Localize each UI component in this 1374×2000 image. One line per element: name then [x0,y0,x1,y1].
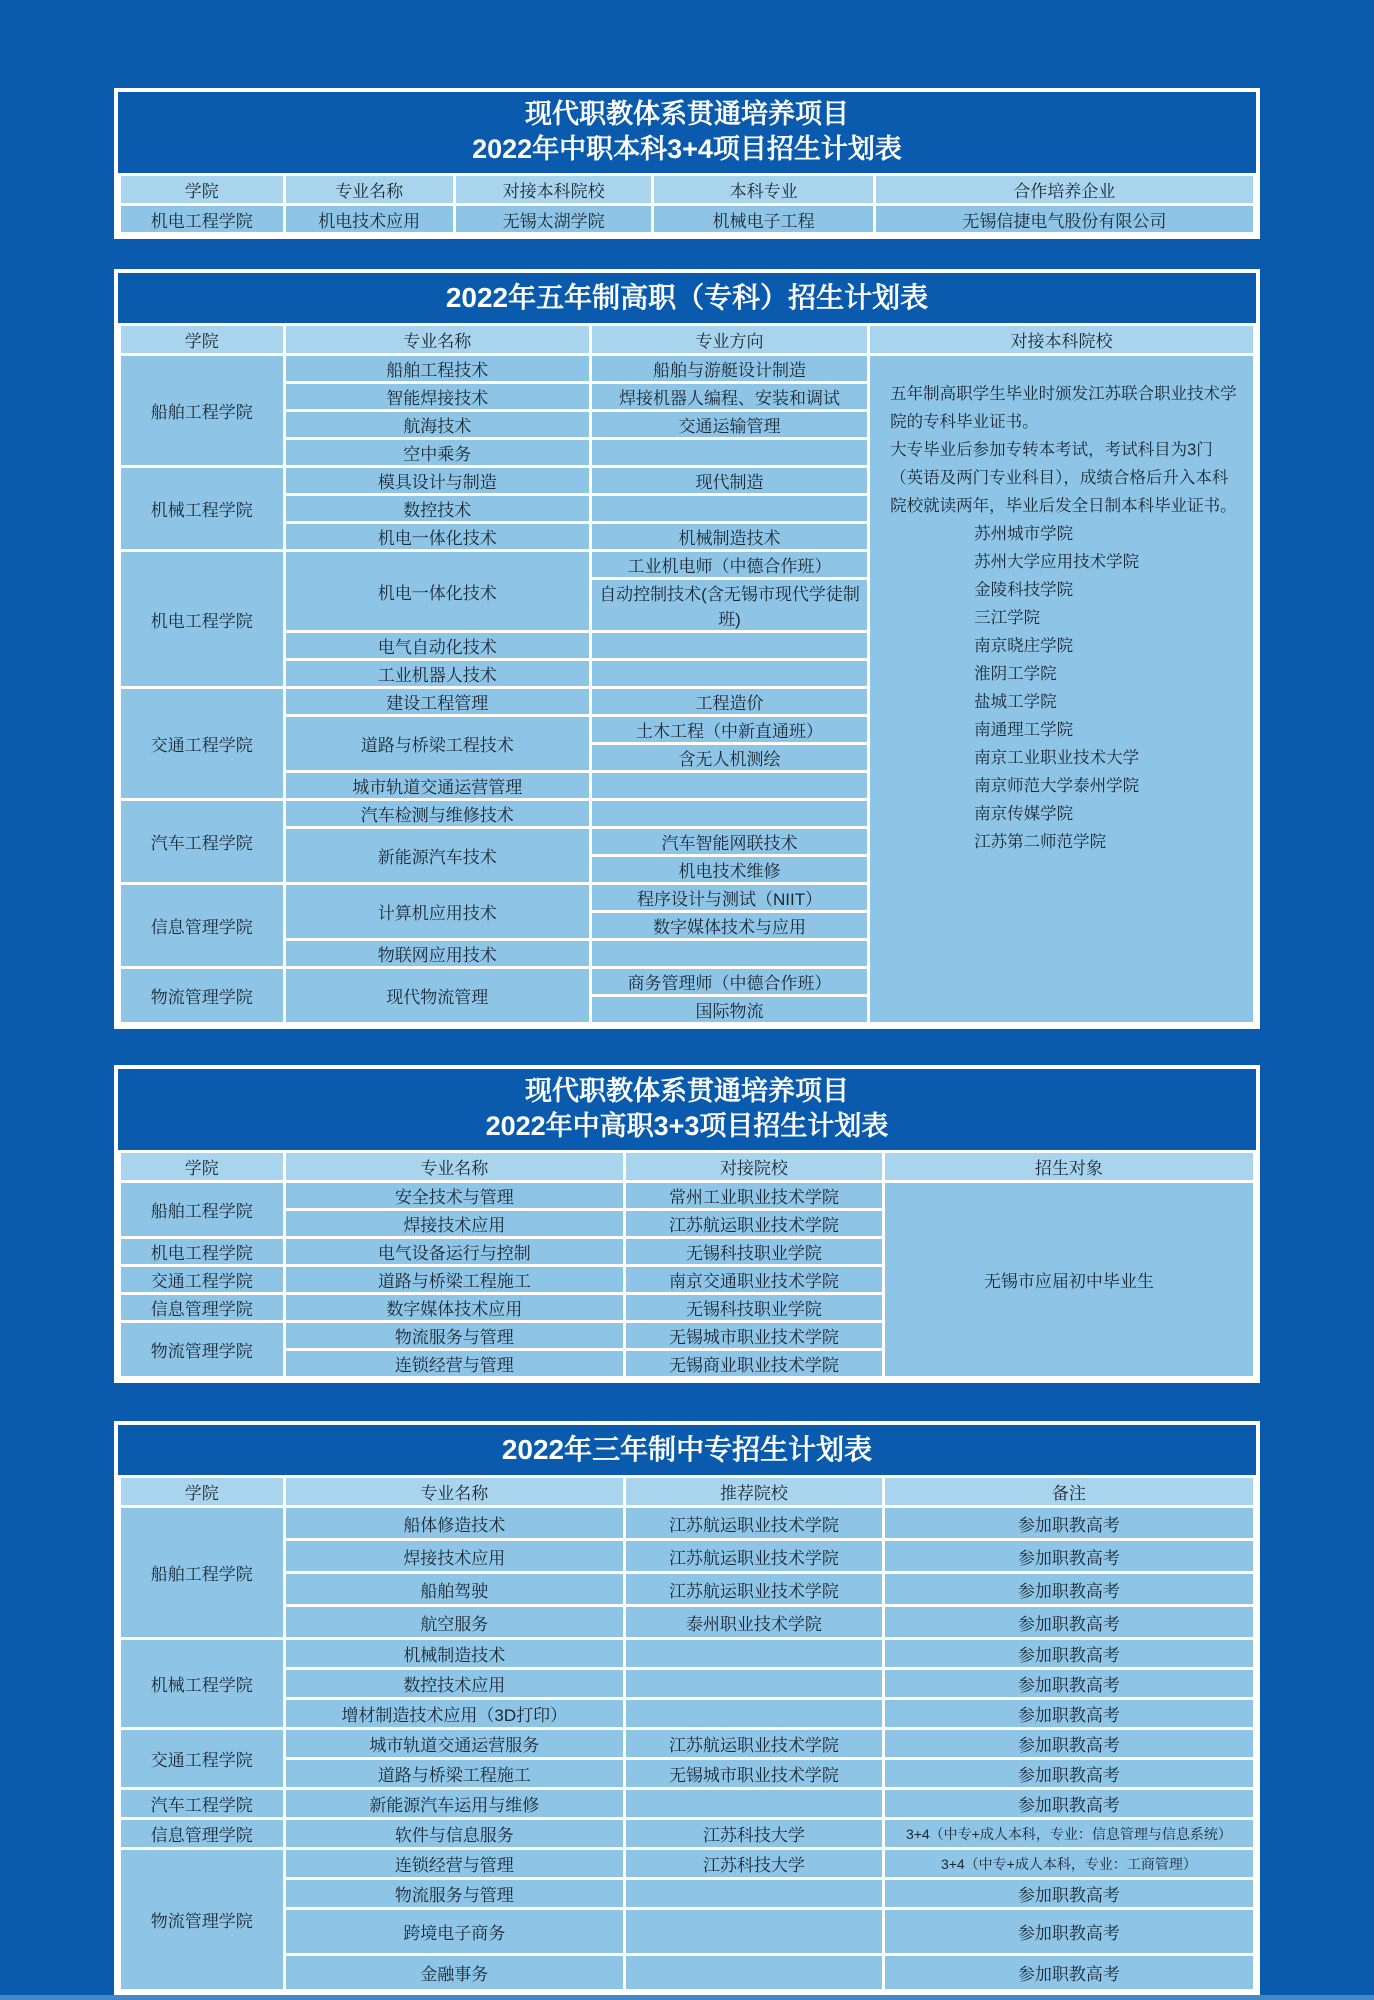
column-header: 本科专业 [653,175,874,205]
table-cell [625,1639,884,1669]
table-title [118,92,1256,173]
table-cell: 数字媒体技术应用 [284,1294,625,1322]
table-row [120,1879,1255,1909]
table-title-line: 现代职教体系贯通培养项目 [525,1076,849,1106]
table-cell: 自动控制技术(含无锡市现代学徒制班) [591,579,869,632]
table-cell: 无锡市应届初中毕业生 [883,1182,1254,1378]
table-cell: 船舶与游艇设计制造 [591,355,869,383]
table-cell: 航空服务 [284,1606,625,1639]
table-cell: 程序设计与测试（NIIT） [591,884,869,912]
table-cell: 金融事务 [284,1955,625,1991]
table-cell: 汽车智能网联技术 [591,828,869,856]
table-row [120,1540,1255,1573]
table-cell: 汽车工程学院 [120,800,285,884]
table-row [120,1639,1255,1669]
table-row [120,355,1255,383]
column-header: 学院 [120,325,285,355]
table-cell: 道路与桥梁工程施工 [284,1759,625,1789]
table-cell: 无锡太湖学院 [454,205,653,234]
table-title-line: 2022年中职本科3+4项目招生计划表 [472,134,902,164]
table-row [120,1182,1255,1210]
table-row [120,1955,1255,1991]
table-row [120,1849,1255,1879]
table-cell: 交通运输管理 [591,411,869,439]
enrollment-table [118,323,1256,1025]
table-cell: 信息管理学院 [120,1294,285,1322]
college-item: 南京晓庄学院 [974,637,1074,655]
table-cell: 汽车检测与维修技术 [284,800,590,828]
table-cell: 物联网应用技术 [284,940,590,968]
college-item: 南通理工学院 [974,721,1074,739]
table-row [120,1573,1255,1606]
table-cell: 江苏科技大学 [625,1849,884,1879]
table-cell: 无锡城市职业技术学院 [625,1759,884,1789]
table-cell: 交通工程学院 [120,1729,285,1789]
table-cell: 江苏航运职业技术学院 [625,1210,884,1238]
college-item: 苏州城市学院 [974,525,1074,543]
table-cell: 参加职教高考 [883,1789,1254,1819]
table-cell: 机械电子工程 [653,205,874,234]
college-item: 盐城工学院 [974,693,1057,711]
table-cell: 焊接技术应用 [284,1210,625,1238]
table-cell: 物流服务与管理 [284,1879,625,1909]
table-cell: 船舶工程学院 [120,1182,285,1238]
table-cell [625,1699,884,1729]
college-item: 南京工业职业技术大学 [974,749,1140,767]
table-title [118,1425,1256,1475]
table-cell: 模具设计与制造 [284,467,590,495]
table-cell: 船舶驾驶 [284,1573,625,1606]
table-title-line: 现代职教体系贯通培养项目 [525,99,849,129]
table-cell: 安全技术与管理 [284,1182,625,1210]
table-cell: 焊接技术应用 [284,1540,625,1573]
bottom-edge-strip [0,1995,1374,2000]
table-cell: 航海技术 [284,411,590,439]
table-cell: 信息管理学院 [120,884,285,968]
table-title [118,273,1256,323]
table-cell [591,632,869,660]
table-cell: 参加职教高考 [883,1879,1254,1909]
college-item: 江苏第二师范学院 [974,833,1107,851]
table-title-line: 2022年五年制高职（专科）招生计划表 [445,282,929,313]
table-cell: 现代制造 [591,467,869,495]
table-cell: 机械制造技术 [284,1639,625,1669]
table-cell [625,1879,884,1909]
table-cell: 连锁经营与管理 [284,1350,625,1378]
column-header: 专业名称 [284,1477,625,1507]
table-cell: 现代物流管理 [284,968,590,1024]
table-cell: 参加职教高考 [883,1540,1254,1573]
table-cell: 土木工程（中新直通班） [591,716,869,744]
table-3plus3-program [114,1065,1260,1383]
column-header: 对接本科院校 [454,175,653,205]
table-cell: 跨境电子商务 [284,1909,625,1955]
table-cell: 江苏航运职业技术学院 [625,1573,884,1606]
table-cell: 江苏航运职业技术学院 [625,1507,884,1540]
college-item: 南京传媒学院 [974,805,1074,823]
table-row [120,1729,1255,1759]
table-cell: 含无人机测绘 [591,744,869,772]
table-cell: 软件与信息服务 [284,1819,625,1849]
table-cell: 船体修造技术 [284,1507,625,1540]
table-cell: 船舶工程学院 [120,355,285,467]
table-row [120,1507,1255,1540]
table-cell: 计算机应用技术 [284,884,590,940]
college-item: 南京师范大学泰州学院 [974,777,1140,795]
header-row [120,1152,1255,1182]
table-row [120,1606,1255,1639]
table-cell: 物流管理学院 [120,968,285,1024]
info-paragraph: 大专毕业后参加专转本考试，考试科目为3门（英语及两门专业科目），成绩合格后升入本科院校就读两年，毕业后发全日制本科毕业证书。 [890,441,1237,515]
table-cell: 交通工程学院 [120,688,285,800]
table-cell: 机电技术应用 [284,205,454,234]
table-cell: 3+4（中专+成人本科，专业：工商管理） [883,1849,1254,1879]
table-cell: 江苏航运职业技术学院 [625,1729,884,1759]
table-cell: 参加职教高考 [883,1699,1254,1729]
table-cell: 新能源汽车运用与维修 [284,1789,625,1819]
table-five-year-program [114,269,1260,1029]
column-header: 对接院校 [625,1152,884,1182]
table-cell: 数控技术应用 [284,1669,625,1699]
table-secondary-program [114,1421,1260,1996]
column-header: 招生对象 [883,1152,1254,1182]
table-cell: 数控技术 [284,495,590,523]
column-header: 专业名称 [284,325,590,355]
table-cell: 商务管理师（中德合作班） [591,968,869,996]
college-item: 三江学院 [974,609,1041,627]
table-cell: 船舶工程学院 [120,1507,285,1639]
table-cell: 无锡商业职业技术学院 [625,1350,884,1378]
table-title-line: 2022年三年制中专招生计划表 [501,1434,873,1465]
table-cell: 物流服务与管理 [284,1322,625,1350]
table-cell: 参加职教高考 [883,1573,1254,1606]
header-row [120,175,1255,205]
table-cell: 城市轨道交通运营管理 [284,772,590,800]
table-cell: 建设工程管理 [284,688,590,716]
table-cell: 机电技术维修 [591,856,869,884]
table-cell: 交通工程学院 [120,1266,285,1294]
table-cell: 工程造价 [591,688,869,716]
table-cell [591,660,869,688]
column-header: 推荐院校 [625,1477,884,1507]
table-cell: 空中乘务 [284,439,590,467]
table-cell: 机电工程学院 [120,1238,285,1266]
table-cell: 道路与桥梁工程技术 [284,716,590,772]
column-header: 专业方向 [591,325,869,355]
table-cell: 机电一体化技术 [284,523,590,551]
table-cell: 物流管理学院 [120,1849,285,1991]
table-cell: 江苏科技大学 [625,1819,884,1849]
table-row [120,1819,1255,1849]
header-row [120,1477,1255,1507]
table-row [120,1759,1255,1789]
college-item: 金陵科技学院 [974,581,1074,599]
table-cell: 机电一体化技术 [284,551,590,632]
table-cell: 无锡城市职业技术学院 [625,1322,884,1350]
column-header: 备注 [883,1477,1254,1507]
table-cell: 城市轨道交通运营服务 [284,1729,625,1759]
enrollment-table [118,173,1256,235]
table-cell: 参加职教高考 [883,1909,1254,1955]
table-cell: 江苏航运职业技术学院 [625,1540,884,1573]
info-paragraph: 五年制高职学生毕业时颁发江苏联合职业技术学院的专科毕业证书。 [890,385,1237,431]
table-cell: 工业机电师（中德合作班） [591,551,869,579]
table-cell: 参加职教高考 [883,1955,1254,1991]
table-cell: 信息管理学院 [120,1819,285,1849]
column-header: 专业名称 [284,1152,625,1182]
column-header: 学院 [120,1152,285,1182]
page-content [114,0,1260,1996]
column-header: 学院 [120,1477,285,1507]
table-cell: 参加职教高考 [883,1606,1254,1639]
table-row [120,205,1255,234]
header-row [120,325,1255,355]
table-cell: 常州工业职业技术学院 [625,1182,884,1210]
table-cell: 电气设备运行与控制 [284,1238,625,1266]
table-row [120,1669,1255,1699]
table-row [120,1699,1255,1729]
table-cell: 参加职教高考 [883,1507,1254,1540]
table-cell [591,800,869,828]
table-cell: 数字媒体技术与应用 [591,912,869,940]
table-cell: 机电工程学院 [120,551,285,688]
table-cell: 物流管理学院 [120,1322,285,1378]
table-cell: 南京交通职业技术学院 [625,1266,884,1294]
enrollment-table [118,1150,1256,1379]
table-3plus4-program [114,88,1260,239]
table-cell: 泰州职业技术学院 [625,1606,884,1639]
table-cell: 参加职教高考 [883,1729,1254,1759]
column-header: 对接本科院校 [869,325,1255,355]
table-cell [591,772,869,800]
table-cell [591,439,869,467]
table-cell: 机械工程学院 [120,1639,285,1729]
table-cell: 工业机器人技术 [284,660,590,688]
table-row [120,1909,1255,1955]
column-header: 学院 [120,175,285,205]
table-cell: 机械工程学院 [120,467,285,551]
table-cell: 参加职教高考 [883,1669,1254,1699]
table-cell: 参加职教高考 [883,1639,1254,1669]
table-cell [625,1669,884,1699]
table-cell: 3+4（中专+成人本科，专业：信息管理与信息系统） [883,1819,1254,1849]
table-cell: 新能源汽车技术 [284,828,590,884]
table-cell: 无锡科技职业学院 [625,1238,884,1266]
college-item: 淮阴工学院 [974,665,1057,683]
table-title [118,1069,1256,1150]
table-cell: 国际物流 [591,996,869,1024]
table-cell [591,495,869,523]
table-cell: 参加职教高考 [883,1759,1254,1789]
table-row [120,1789,1255,1819]
college-item: 苏州大学应用技术学院 [974,553,1140,571]
table-title-line: 2022年中高职3+3项目招生计划表 [485,1111,889,1141]
table-cell: 船舶工程技术 [284,355,590,383]
table-cell: 汽车工程学院 [120,1789,285,1819]
column-header: 专业名称 [284,175,454,205]
table-cell [625,1955,884,1991]
table-cell: 无锡信捷电气股份有限公司 [874,205,1254,234]
table-cell: 电气自动化技术 [284,632,590,660]
table-cell: 连锁经营与管理 [284,1849,625,1879]
table-cell: 智能焊接技术 [284,383,590,411]
transfer-info-cell [869,355,1255,1024]
table-cell [625,1909,884,1955]
table-cell [625,1789,884,1819]
table-cell: 道路与桥梁工程施工 [284,1266,625,1294]
table-cell: 焊接机器人编程、安装和调试 [591,383,869,411]
table-cell: 机电工程学院 [120,205,285,234]
enrollment-table [118,1475,1256,1992]
table-cell: 无锡科技职业学院 [625,1294,884,1322]
table-cell: 增材制造技术应用（3D打印） [284,1699,625,1729]
column-header: 合作培养企业 [874,175,1254,205]
table-cell: 机械制造技术 [591,523,869,551]
table-cell [591,940,869,968]
